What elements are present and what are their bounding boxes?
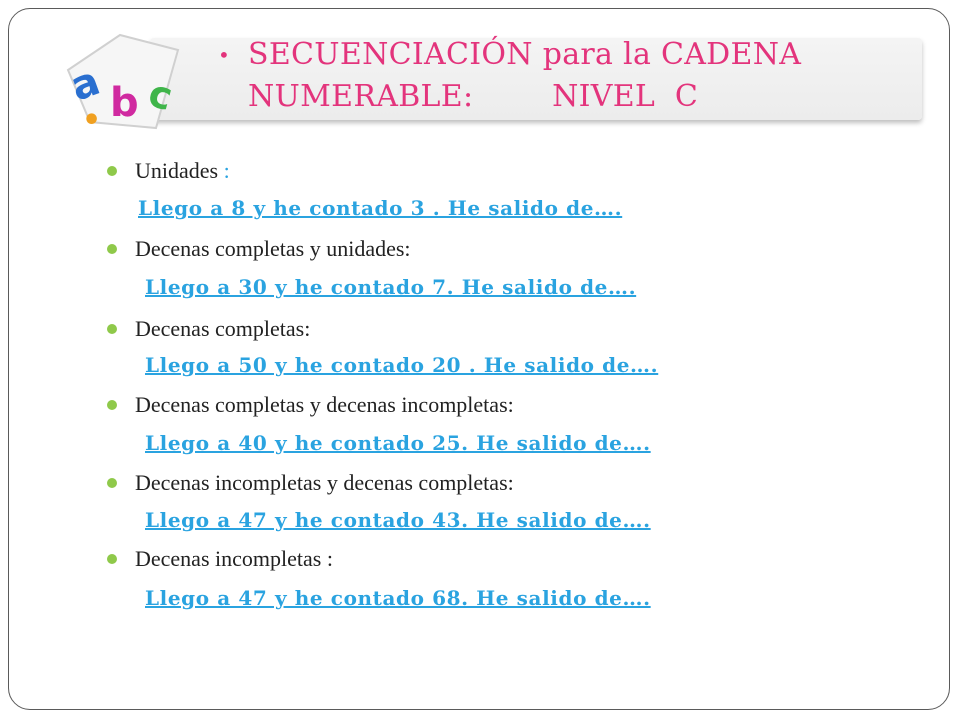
- list-item: [107, 546, 333, 572]
- item-label: Decenas completas y decenas incompletas:: [135, 392, 514, 417]
- sequence-link[interactable]: Llego a 47 y he contado 68. He salido de….: [145, 586, 651, 610]
- title-bullet: •: [218, 43, 231, 67]
- item-label: Decenas incompletas y decenas completas:: [135, 470, 514, 495]
- list-item: [107, 392, 514, 418]
- sequence-link[interactable]: Llego a 8 y he contado 3 . He salido de….: [138, 196, 623, 220]
- sequence-link[interactable]: Llego a 47 y he contado 43. He salido de….: [145, 508, 651, 532]
- svg-text:b: b: [110, 80, 139, 126]
- svg-text:•: •: [82, 103, 102, 135]
- bullet-dot: [107, 166, 117, 176]
- svg-text:c: c: [144, 70, 178, 120]
- item-suffix: :: [218, 158, 230, 183]
- title-line-2: NUMERABLE: NIVEL C: [248, 79, 699, 114]
- list-item: [107, 316, 310, 342]
- list-item: [107, 470, 514, 496]
- bullet-dot: [107, 324, 117, 334]
- title-line-1: SECUENCIACIÓN para la CADENA: [248, 37, 802, 72]
- bullet-dot: [107, 554, 117, 564]
- item-label: Unidades: [135, 158, 219, 183]
- sequence-link[interactable]: Llego a 40 y he contado 25. He salido de….: [145, 431, 651, 455]
- list-item: [107, 236, 411, 262]
- item-label: Decenas completas:: [135, 316, 311, 341]
- item-label: Decenas incompletas :: [135, 546, 333, 571]
- item-label: Decenas completas y unidades:: [135, 236, 411, 261]
- bullet-dot: [107, 478, 117, 488]
- sequence-link[interactable]: Llego a 50 y he contado 20 . He salido de….: [145, 353, 659, 377]
- bullet-dot: [107, 244, 117, 254]
- svg-text:a: a: [64, 58, 106, 111]
- list-item: [107, 158, 230, 184]
- bullet-dot: [107, 400, 117, 410]
- sequence-link[interactable]: Llego a 30 y he contado 7. He salido de….: [145, 275, 637, 299]
